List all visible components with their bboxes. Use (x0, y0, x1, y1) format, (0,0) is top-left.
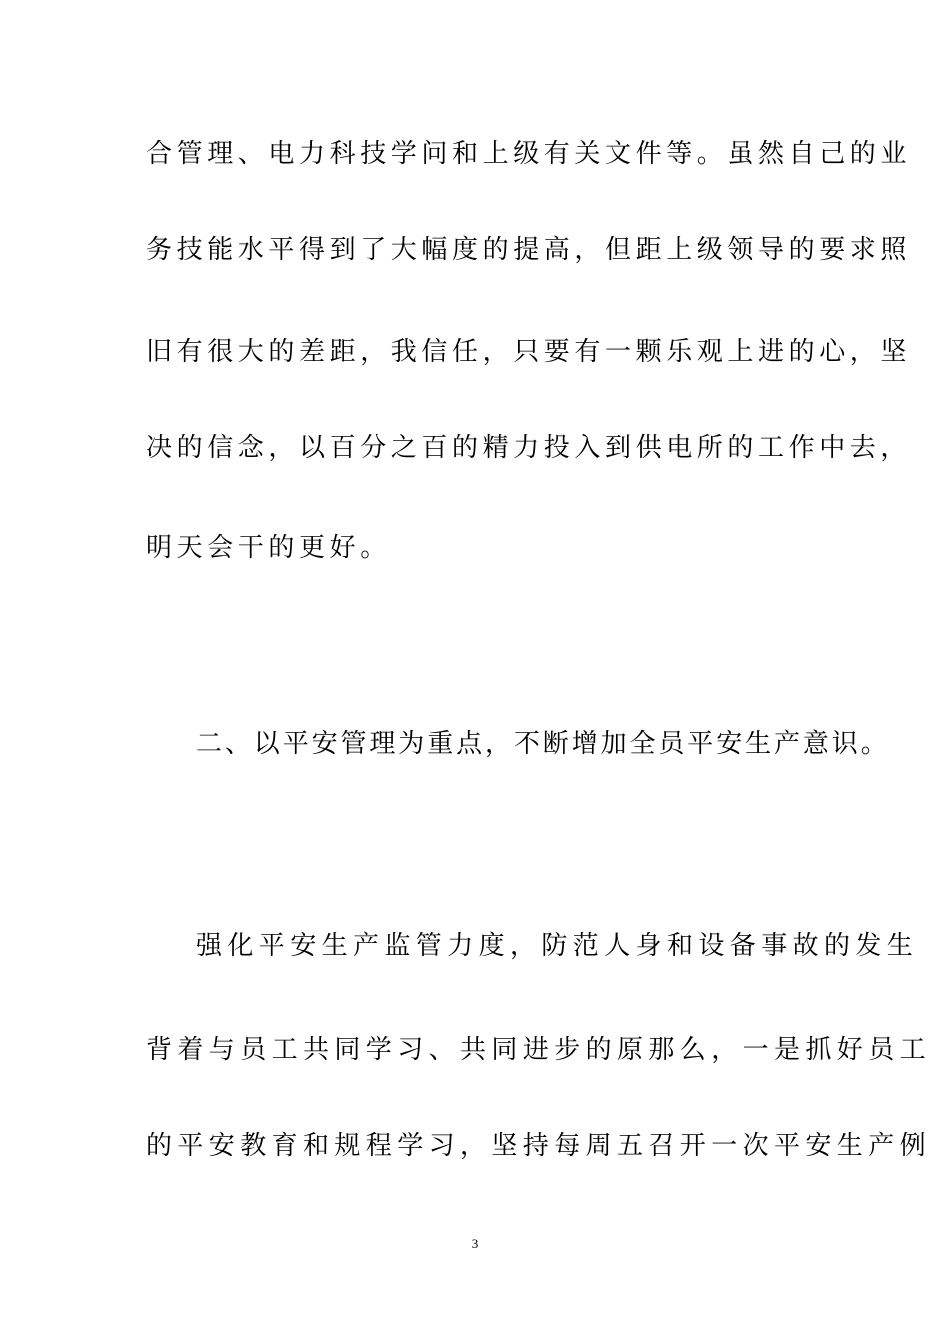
paragraph-line: 旧有很大的差距，我信任，只要有一颗乐观上进的心，坚 (146, 337, 912, 367)
paragraph-line: 明天会干的更好。 (146, 533, 391, 563)
paragraph-line: 决的信念，以百分之百的精力投入到供电所的工作中去， (146, 433, 912, 463)
paragraph-line: 务技能水平得到了大幅度的提高，但距上级领导的要求照 (146, 235, 912, 265)
page-number: 3 (471, 1236, 479, 1251)
paragraph-line: 强化平安生产监管力度，防范人身和设备事故的发生 (196, 931, 919, 961)
section-heading: 二、以平安管理为重点，不断增加全员平安生产意识。 (196, 729, 890, 759)
paragraph-line: 的平安教育和规程学习，坚持每周五召开一次平安生产例 (146, 1131, 932, 1161)
paragraph-line: 合管理、电力科技学问和上级有关文件等。虽然自己的业 (146, 139, 912, 169)
paragraph-line: 背着与员工共同学习、共同进步的原那么，一是抓好员工 (146, 1035, 932, 1065)
